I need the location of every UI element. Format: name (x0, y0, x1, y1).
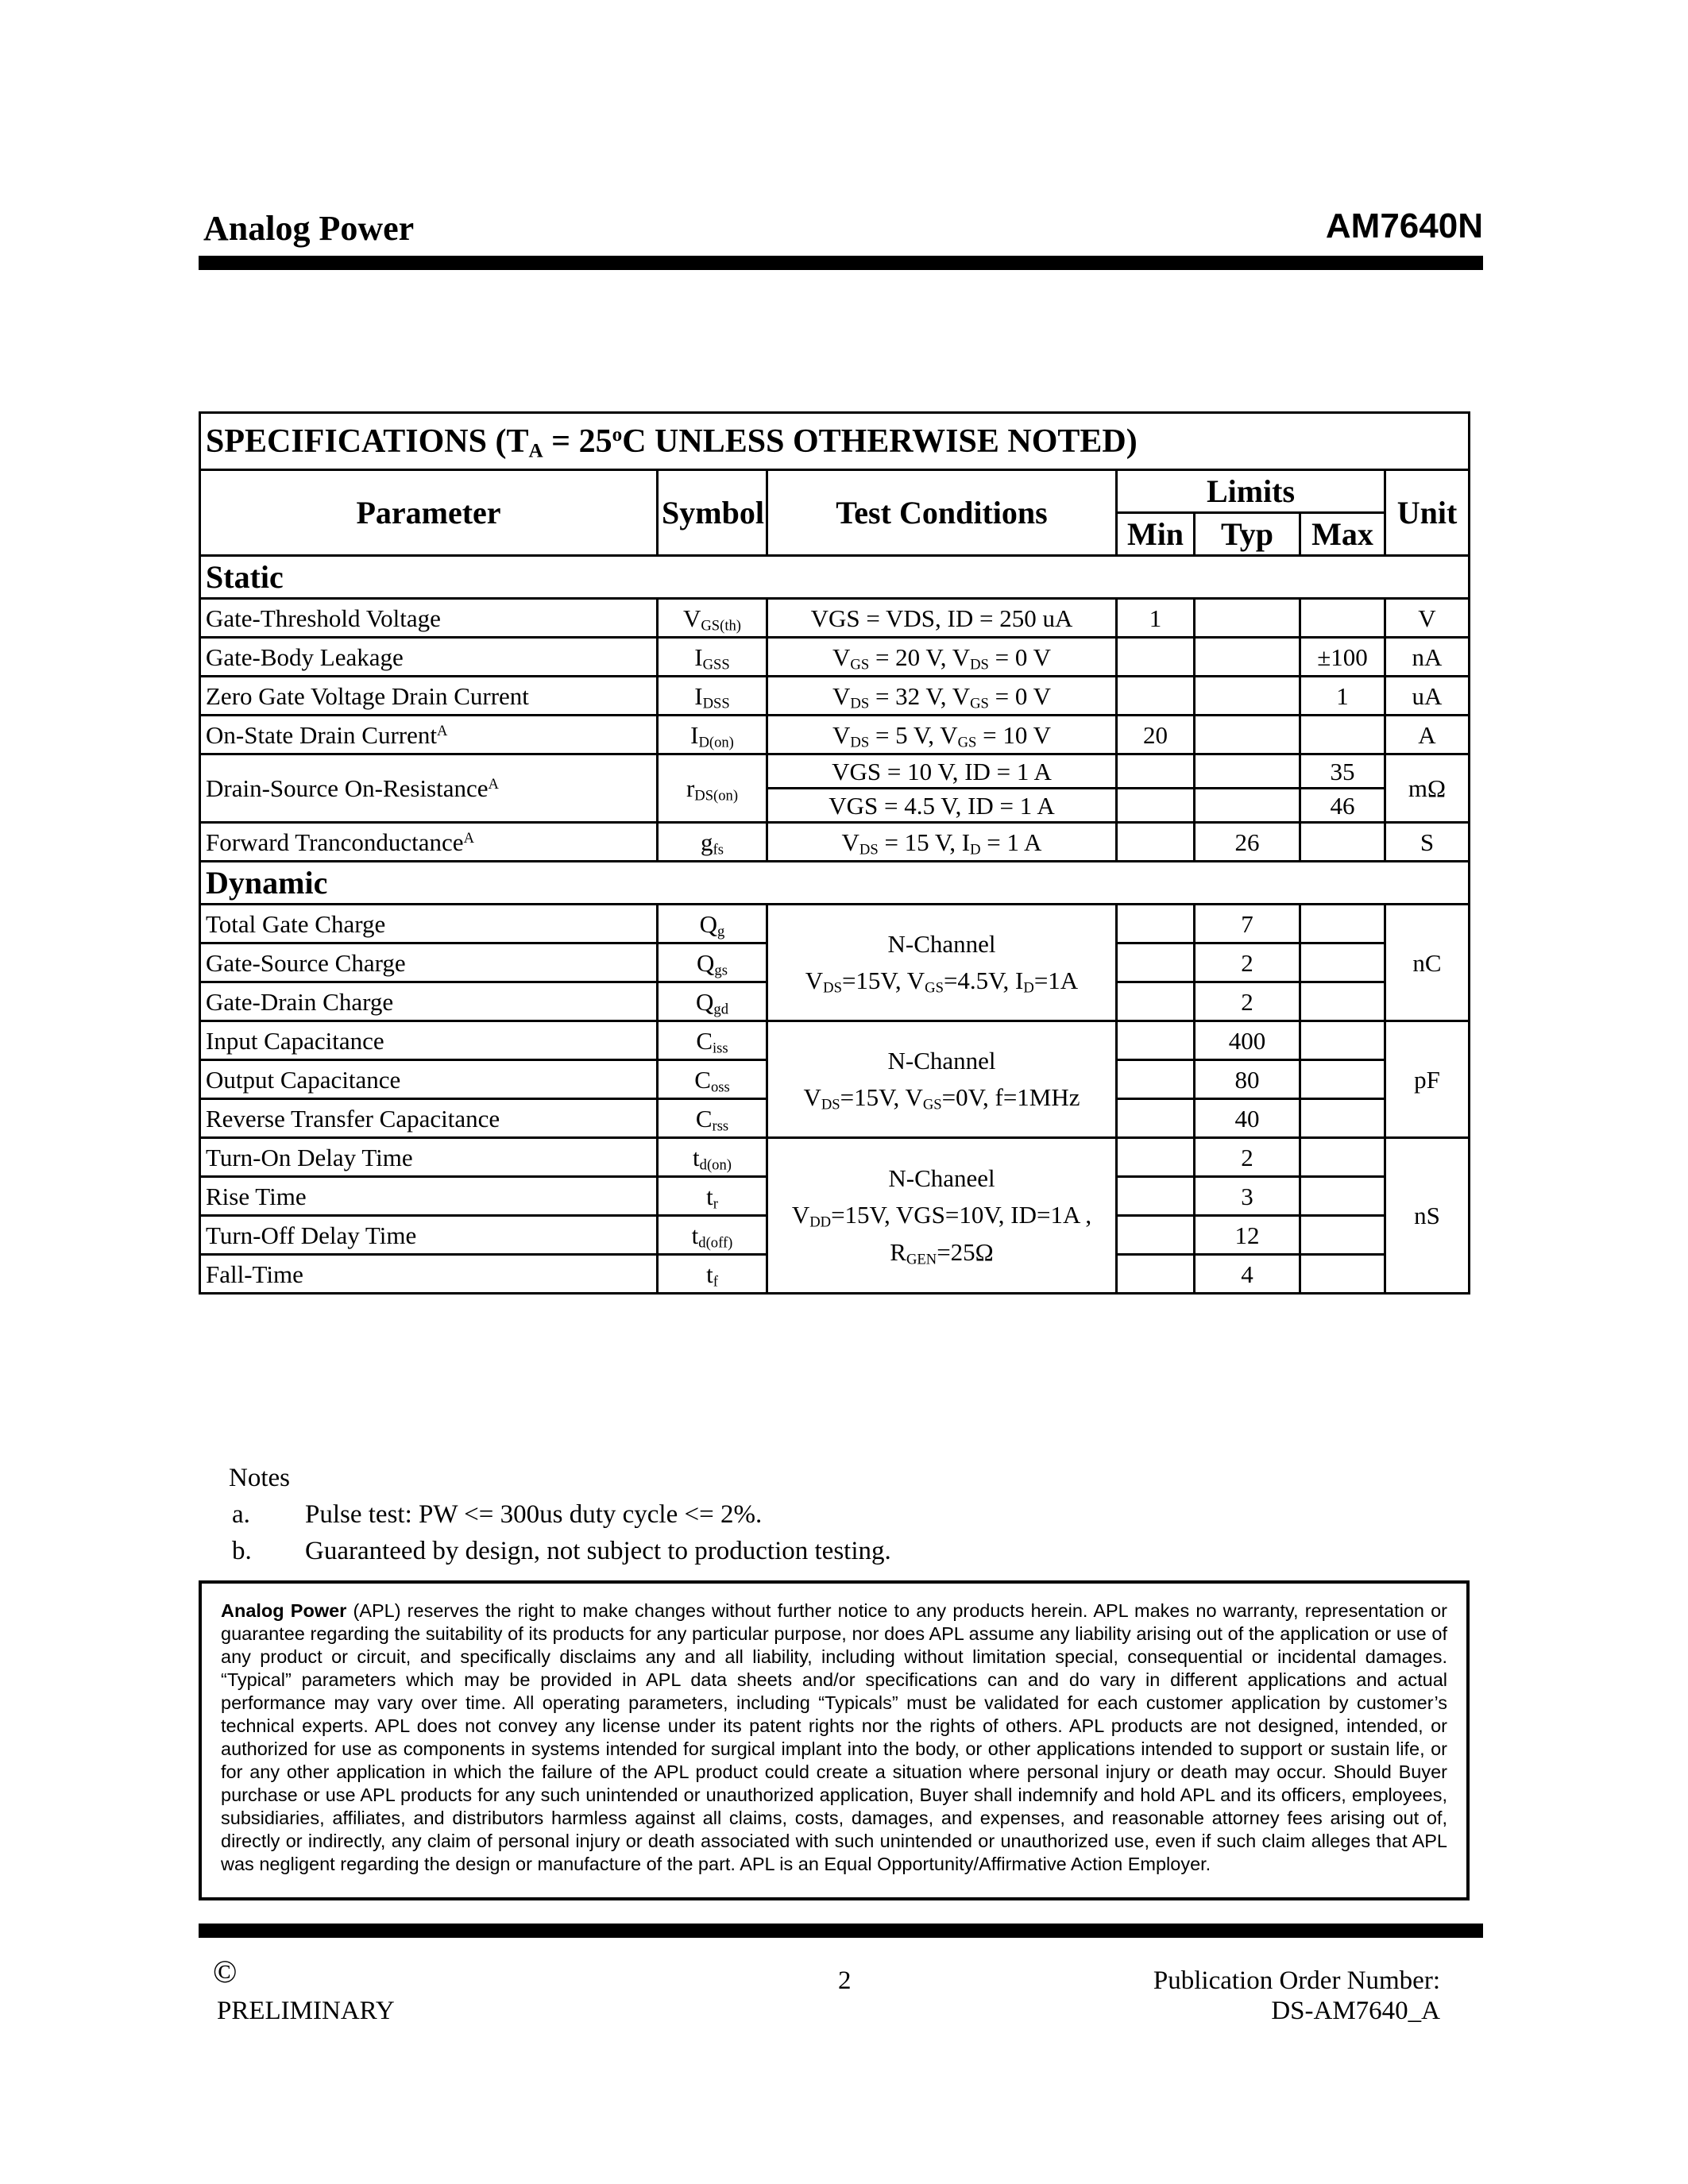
max-cell (1300, 1177, 1385, 1216)
param-cell: Output Capacitance (200, 1060, 658, 1099)
max-cell (1300, 1099, 1385, 1138)
min-cell (1117, 1138, 1195, 1177)
col-header-parameter: Parameter (200, 470, 658, 556)
list-item (229, 1533, 891, 1569)
conditions-cell: $V_{DS} = 15$ V, $I_D = 1$ A (767, 823, 1117, 862)
typ-cell (1195, 638, 1300, 677)
note-marker: b. (232, 1537, 252, 1565)
min-cell (1117, 1216, 1195, 1255)
param-cell: Turn-On Delay Time (200, 1138, 658, 1177)
min-cell (1117, 905, 1195, 943)
param-cell: On-State Drain Current$^A$ (200, 716, 658, 754)
max-cell (1300, 599, 1385, 638)
typ-cell: 2 (1195, 943, 1300, 982)
param-cell: Zero Gate Voltage Drain Current (200, 677, 658, 716)
unit-cell: mΩ (1385, 754, 1470, 823)
param-cell: Total Gate Charge (200, 905, 658, 943)
max-cell (1300, 1216, 1385, 1255)
document-status: PRELIMINARY (217, 1997, 395, 2025)
typ-cell (1195, 677, 1300, 716)
symbol-cell: $V_{GS(th)}$ (658, 599, 767, 638)
symbol-cell: $r_{DS(on)}$ (658, 754, 767, 823)
col-header-min: Min (1117, 513, 1195, 556)
section-static: Static (200, 556, 1470, 599)
typ-cell: 26 (1195, 823, 1300, 862)
page-number: 2 (838, 1966, 852, 1995)
min-cell (1117, 677, 1195, 716)
col-header-typ: Typ (1195, 513, 1300, 556)
footer-rule (199, 1924, 1483, 1938)
col-header-max: Max (1300, 513, 1385, 556)
max-cell (1300, 1138, 1385, 1177)
specifications-table (199, 411, 1470, 1295)
typ-cell: 3 (1195, 1177, 1300, 1216)
param-cell: Input Capacitance (200, 1021, 658, 1060)
unit-cell: nS (1385, 1138, 1470, 1294)
param-cell: Gate-Body Leakage (200, 638, 658, 677)
table-row (200, 1021, 1470, 1060)
max-cell (1300, 716, 1385, 754)
table-row (200, 823, 1470, 862)
param-cell: Forward Tranconductance$^A$ (200, 823, 658, 862)
unit-cell: pF (1385, 1021, 1470, 1138)
param-cell: Gate-Drain Charge (200, 982, 658, 1021)
symbol-cell: $Q_{gs}$ (658, 943, 767, 982)
typ-cell: 12 (1195, 1216, 1300, 1255)
typ-cell: 2 (1195, 1138, 1300, 1177)
company-name: Analog Power (203, 209, 415, 248)
max-cell: ±100 (1300, 638, 1385, 677)
table-row (200, 905, 1470, 943)
symbol-cell: $Q_{gd}$ (658, 982, 767, 1021)
notes (229, 1460, 891, 1569)
conditions-cell: $V_{DS} = 32$ V, $V_{GS} = 0$ V (767, 677, 1117, 716)
min-cell (1117, 823, 1195, 862)
min-cell: 20 (1117, 716, 1195, 754)
param-cell: Reverse Transfer Capacitance (200, 1099, 658, 1138)
note-marker: a. (232, 1500, 250, 1529)
symbol-cell: $t_{d(on)}$ (658, 1138, 767, 1177)
table-title: SPECIFICATIONS ($T_A = 25^oC$ UNLESS OTHERWISE NOTED) (200, 413, 1470, 470)
col-header-unit: Unit (1385, 470, 1470, 556)
typ-cell: 4 (1195, 1255, 1300, 1294)
min-cell (1117, 943, 1195, 982)
min-cell (1117, 754, 1195, 789)
conditions-cell: $V_{DS} = 5$ V, $V_{GS} = 10$ V (767, 716, 1117, 754)
table-row (200, 1138, 1470, 1177)
symbol-cell: $C_{oss}$ (658, 1060, 767, 1099)
param-cell: Gate-Threshold Voltage (200, 599, 658, 638)
conditions-cell: N-Chaneel $V_{DD}=15V$, VGS=10V, ID=1A , $R_{GEN}=25\Omega$ (767, 1138, 1117, 1294)
symbol-cell: $C_{iss}$ (658, 1021, 767, 1060)
typ-cell (1195, 789, 1300, 823)
unit-cell: V (1385, 599, 1470, 638)
unit-cell: nC (1385, 905, 1470, 1021)
conditions-cell: VGS = 10 V, ID = 1 A (767, 754, 1117, 789)
conditions-cell: VGS = 4.5 V, ID = 1 A (767, 789, 1117, 823)
col-header-conditions: Test Conditions (767, 470, 1117, 556)
symbol-cell: $t_{d(off)}$ (658, 1216, 767, 1255)
list-item (229, 1496, 763, 1533)
max-cell (1300, 1255, 1385, 1294)
min-cell (1117, 1021, 1195, 1060)
max-cell (1300, 943, 1385, 982)
disclaimer-brand: Analog Power (221, 1600, 347, 1621)
unit-cell: nA (1385, 638, 1470, 677)
copyright-icon: © (213, 1954, 238, 1989)
unit-cell: S (1385, 823, 1470, 862)
param-cell: Turn-Off Delay Time (200, 1216, 658, 1255)
param-cell: Drain-Source On-Resistance$^A$ (200, 754, 658, 823)
param-cell: Gate-Source Charge (200, 943, 658, 982)
publication-number: DS-AM7640_A (1271, 1997, 1440, 2025)
min-cell (1117, 1255, 1195, 1294)
min-cell (1117, 1177, 1195, 1216)
min-cell (1117, 638, 1195, 677)
disclaimer-box (199, 1580, 1470, 1900)
param-cell: Rise Time (200, 1177, 658, 1216)
conditions-cell: VGS = VDS, ID = 250 uA (767, 599, 1117, 638)
param-cell: Fall-Time (200, 1255, 658, 1294)
table-row (200, 716, 1470, 754)
max-cell (1300, 823, 1385, 862)
note-text: Pulse test: PW <= 300us duty cycle <= 2%. (305, 1500, 763, 1529)
typ-cell: 2 (1195, 982, 1300, 1021)
notes-heading: Notes (229, 1464, 290, 1492)
header-rule (199, 256, 1483, 270)
typ-cell: 80 (1195, 1060, 1300, 1099)
typ-cell (1195, 754, 1300, 789)
section-dynamic: Dynamic (200, 862, 1470, 905)
max-cell: 46 (1300, 789, 1385, 823)
col-header-symbol: Symbol (658, 470, 767, 556)
symbol-cell: $I_{DSS}$ (658, 677, 767, 716)
note-text: Guaranteed by design, not subject to production testing. (305, 1537, 891, 1565)
typ-cell (1195, 716, 1300, 754)
conditions-cell: N-Channel $V_{DS}=15V$, $V_{GS}=0V$, f=1MHz (767, 1021, 1117, 1138)
table-row (200, 638, 1470, 677)
typ-cell: 7 (1195, 905, 1300, 943)
symbol-cell: $I_{GSS}$ (658, 638, 767, 677)
min-cell (1117, 789, 1195, 823)
table-row (200, 599, 1470, 638)
max-cell (1300, 982, 1385, 1021)
max-cell: 35 (1300, 754, 1385, 789)
symbol-cell: $Q_g$ (658, 905, 767, 943)
min-cell: 1 (1117, 599, 1195, 638)
symbol-cell: $t_r$ (658, 1177, 767, 1216)
symbol-cell: $I_{D(on)}$ (658, 716, 767, 754)
unit-cell: uA (1385, 677, 1470, 716)
max-cell (1300, 1021, 1385, 1060)
max-cell (1300, 1060, 1385, 1099)
min-cell (1117, 1060, 1195, 1099)
min-cell (1117, 982, 1195, 1021)
table-row (200, 754, 1470, 789)
max-cell: 1 (1300, 677, 1385, 716)
typ-cell (1195, 599, 1300, 638)
typ-cell: 40 (1195, 1099, 1300, 1138)
disclaimer-text: (APL) reserves the right to make changes without further notice to any products herein. APL makes no warranty, representation or guarantee regarding the suitability of its products for any particular purpose, nor does APL assume any liability arising out of the application or use of any product or circuit, and specifically disclaims any and all liability, including without limitation special, consequential or incidental damages. “Typical” parameters which may be provided in APL data sheets and/or specifications can and do vary in different applications and actual performance may vary over time. All operating parameters, including “Typicals” must be validated for each customer application by customer’s technical experts. APL does not convey any license under its patent rights nor the rights of others. APL products are not designed, intended, or authorized for use as components in systems intended for surgical implant into the body, or other applications intended to support or sustain life, or for any other application in which the failure of the APL product could create a situation where personal injury or death may occur. Should Buyer purchase or use APL products for any such unintended or unauthorized application, Buyer shall indemnify and hold APL and its officers, employees, subsidiaries, affiliates, and distributors harmless against all claims, costs, damages, and expenses, and reasonable attorney fees arising out of, directly or indirectly, any claim of personal injury or death associated with such unintended or unauthorized use, even if such claim alleges that APL was negligent regarding the design or manufacture of the part. APL is an Equal Opportunity/Affirmative Action Employer. (221, 1600, 1447, 1874)
symbol-cell: $g_{fs}$ (658, 823, 767, 862)
col-header-limits: Limits (1117, 470, 1385, 513)
min-cell (1117, 1099, 1195, 1138)
symbol-cell: $C_{rss}$ (658, 1099, 767, 1138)
unit-cell: A (1385, 716, 1470, 754)
typ-cell: 400 (1195, 1021, 1300, 1060)
conditions-cell: N-Channel $V_{DS}=15V$, $V_{GS}=4.5V$, $I_D=1A$ (767, 905, 1117, 1021)
part-number: AM7640N (1325, 206, 1483, 245)
publication-label: Publication Order Number: (1153, 1966, 1440, 1995)
symbol-cell: $t_f$ (658, 1255, 767, 1294)
max-cell (1300, 905, 1385, 943)
table-row (200, 677, 1470, 716)
conditions-cell: $V_{GS} = 20$ V, $V_{DS} = 0$ V (767, 638, 1117, 677)
